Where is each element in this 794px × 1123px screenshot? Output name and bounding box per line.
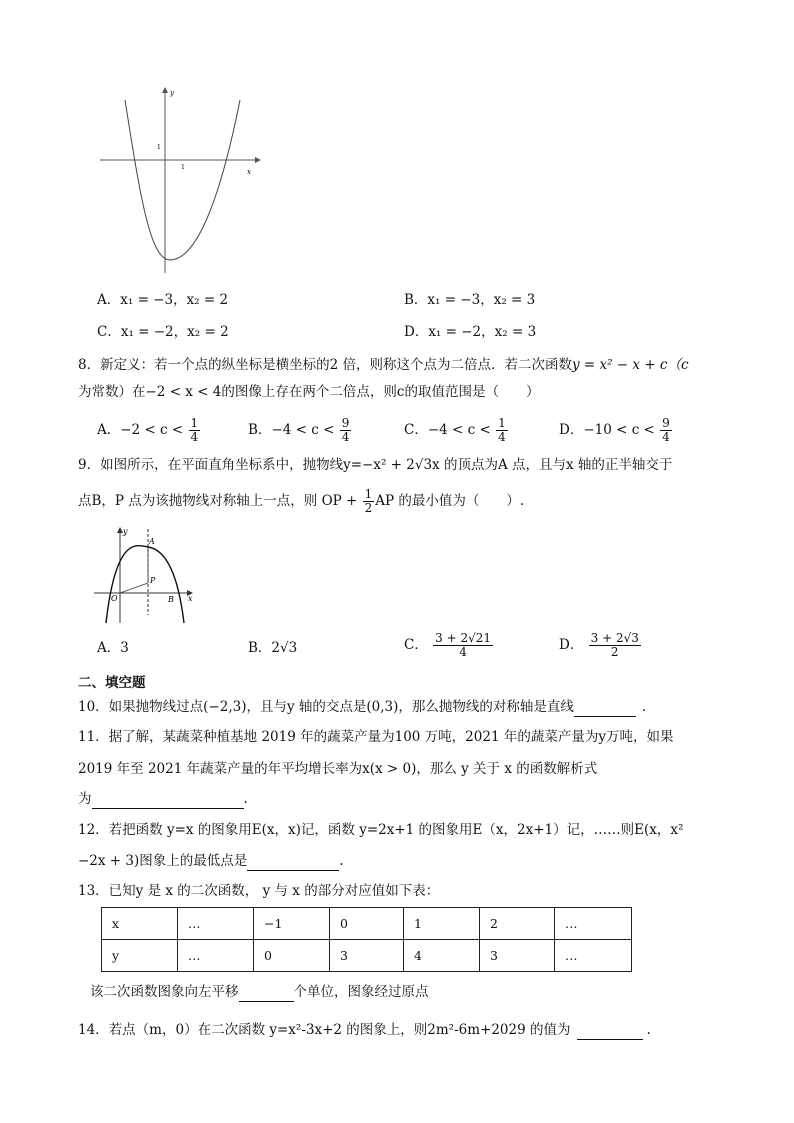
q8-d-text: D．−10 < c < bbox=[559, 422, 655, 438]
table-cell: −1 bbox=[254, 908, 330, 940]
denominator: 2 bbox=[610, 645, 619, 659]
label-b: B bbox=[168, 595, 174, 604]
numerator: 9 bbox=[662, 416, 670, 430]
label-a: A bbox=[149, 537, 155, 546]
table-cell: … bbox=[178, 940, 254, 972]
table-cell: 2 bbox=[480, 908, 555, 940]
q9-option-a[interactable]: A．3 bbox=[97, 640, 129, 656]
label-o: O bbox=[111, 594, 118, 603]
q13-text-b: 个单位，图象经过原点 bbox=[293, 984, 429, 1000]
numerator: 3 + 2√21 bbox=[435, 631, 492, 645]
q11-line2: 2019 年至 2021 年蔬菜产量的年平均增长率为x(x > 0)，那么 y 关于 x 的函数解析式 bbox=[78, 761, 598, 777]
segment-op bbox=[120, 583, 148, 593]
numerator: 1 bbox=[190, 416, 199, 430]
q14-text: 14．若点（m，0）在二次函数 y=x²-3x+2 的图象上，则2m²-6m+2029 的值为 bbox=[78, 1022, 571, 1038]
denominator: 4 bbox=[459, 645, 467, 659]
q10-text: 10．如果抛物线过点(−2,3)，且与y 轴的交点是(0,3)，那么抛物线的对称轴是直线 bbox=[78, 699, 574, 715]
denominator: 4 bbox=[190, 430, 199, 444]
q8-option-a[interactable] bbox=[97, 417, 201, 444]
q8-function: y = x² − x + c（c bbox=[571, 357, 689, 373]
y-tick-one: 1 bbox=[157, 144, 161, 151]
numerator: 3 + 2√3 bbox=[590, 631, 639, 645]
q7-option-b[interactable]: B．x₁ = −3，x₂ = 3 bbox=[404, 292, 536, 308]
table-cell: … bbox=[178, 908, 254, 940]
x-axis-label: x bbox=[247, 168, 251, 176]
q8-c-text: C．−4 < c < bbox=[404, 422, 491, 438]
q10 bbox=[78, 697, 646, 717]
q8-text: 8．新定义：若一个点的纵坐标是横坐标的2 倍，则称这个点为二倍点．若二次函数 bbox=[78, 357, 572, 373]
x-tick-one: 1 bbox=[181, 164, 185, 171]
q14-answer-blank[interactable] bbox=[577, 1024, 643, 1040]
table-cell: 3 bbox=[330, 940, 404, 972]
table-cell: y bbox=[102, 940, 178, 972]
table-cell: 1 bbox=[404, 908, 480, 940]
numerator: 1 bbox=[364, 487, 373, 501]
table-row-x bbox=[102, 908, 632, 940]
q8-d-fraction bbox=[660, 417, 672, 444]
q8-a-fraction bbox=[189, 417, 201, 444]
q10-answer-blank[interactable] bbox=[574, 701, 636, 717]
table-cell: 4 bbox=[404, 940, 480, 972]
q8-option-c[interactable] bbox=[404, 417, 509, 444]
denominator: 4 bbox=[498, 430, 506, 444]
q7-option-a[interactable]: A．x₁ = −3，x₂ = 2 bbox=[97, 292, 229, 308]
table-cell: … bbox=[555, 940, 632, 972]
denominator: 2 bbox=[364, 501, 373, 515]
table-cell: 3 bbox=[480, 940, 555, 972]
q13-value-table bbox=[101, 907, 632, 972]
q11-line1: 11．据了解，某蔬菜种植基地 2019 年的蔬菜产量为100 万吨，2021 年的蔬菜产量为y万吨，如果 bbox=[78, 729, 674, 745]
label-y: y bbox=[123, 527, 128, 536]
q13-answer-blank[interactable] bbox=[239, 986, 294, 1002]
q12-text: −2x + 3)图象上的最低点是 bbox=[78, 853, 248, 869]
q9-text-b: AP 的最小值为（ ）. bbox=[375, 493, 525, 509]
table-cell: 0 bbox=[330, 908, 404, 940]
q8-line1 bbox=[78, 355, 689, 375]
q7-option-d[interactable]: D．x₁ = −2，x₂ = 3 bbox=[404, 324, 537, 340]
q8-c-fraction bbox=[496, 417, 508, 444]
q13-after bbox=[90, 982, 429, 1002]
q8-b-fraction bbox=[340, 417, 352, 444]
q7-option-c[interactable]: C．x₁ = −2，x₂ = 2 bbox=[97, 324, 229, 340]
q9-c-fraction bbox=[433, 632, 493, 659]
label-x: x bbox=[188, 594, 193, 603]
q12-line1: 12．若把函数 y=x 的图象用E(x，x)记，函数 y=2x+1 的图象用E（x，2x+1）记，……则E(x，x² bbox=[78, 822, 684, 838]
denominator: 4 bbox=[662, 430, 670, 444]
q9-d-fraction bbox=[589, 632, 641, 659]
parabola-curve bbox=[125, 100, 240, 260]
x-axis-arrow bbox=[255, 157, 261, 163]
q9-fraction bbox=[363, 488, 375, 515]
table-cell: x bbox=[102, 908, 178, 940]
numerator: 1 bbox=[498, 416, 506, 430]
label-p: P bbox=[150, 576, 156, 585]
q9-line2 bbox=[78, 488, 524, 515]
q8-a-text: A．−2 < c < bbox=[97, 422, 184, 438]
q9-c-text: C． bbox=[404, 637, 428, 653]
q8-b-text: B．−4 < c < bbox=[248, 422, 335, 438]
q9-option-d[interactable] bbox=[559, 632, 642, 659]
q8-option-d[interactable] bbox=[559, 417, 673, 444]
q14-end: . bbox=[646, 1022, 651, 1038]
section-heading-fill-blank: 二、填空题 bbox=[78, 675, 146, 691]
denominator: 4 bbox=[341, 430, 350, 444]
table-cell: 0 bbox=[254, 940, 330, 972]
q12-answer-blank[interactable] bbox=[247, 855, 339, 871]
q11-answer-blank[interactable] bbox=[92, 793, 244, 809]
q9-option-c[interactable] bbox=[404, 632, 494, 659]
parabola-graph-q9 bbox=[92, 525, 197, 625]
q9-d-text: D． bbox=[559, 637, 584, 653]
q12-end: . bbox=[339, 853, 344, 869]
table-cell: … bbox=[555, 908, 632, 940]
q11-line3 bbox=[78, 789, 248, 809]
q10-end: . bbox=[641, 699, 647, 715]
numerator: 9 bbox=[341, 416, 350, 430]
parabola-graph-q7 bbox=[95, 85, 265, 275]
q8-line2: 为常数）在−2 < x < 4的图像上存在两个二倍点，则c的取值范围是（ ） bbox=[78, 384, 540, 400]
q12-line2 bbox=[78, 851, 344, 871]
q13-text-a: 该二次函数图象向左平移 bbox=[90, 984, 239, 1000]
y-axis-label: y bbox=[170, 89, 174, 97]
q14 bbox=[78, 1020, 651, 1040]
q9-line1: 9．如图所示，在平面直角坐标系中，抛物线y=−x² + 2√3x 的顶点为A 点，且与x 轴的正半轴交于 bbox=[78, 457, 673, 473]
q9-text-a: 点B，P 点为该抛物线对称轴上一点，则 OP + bbox=[78, 493, 358, 509]
q13-text: 13．已知y 是 x 的二次函数， y 与 x 的部分对应值如下表： bbox=[78, 883, 440, 899]
table-row-y bbox=[102, 940, 632, 972]
q11-text: 为 bbox=[78, 791, 92, 807]
q11-end: . bbox=[243, 791, 248, 807]
q8-option-b[interactable] bbox=[248, 417, 352, 444]
y-axis-arrow bbox=[162, 87, 168, 93]
q9-option-b[interactable]: B．2√3 bbox=[248, 640, 298, 656]
